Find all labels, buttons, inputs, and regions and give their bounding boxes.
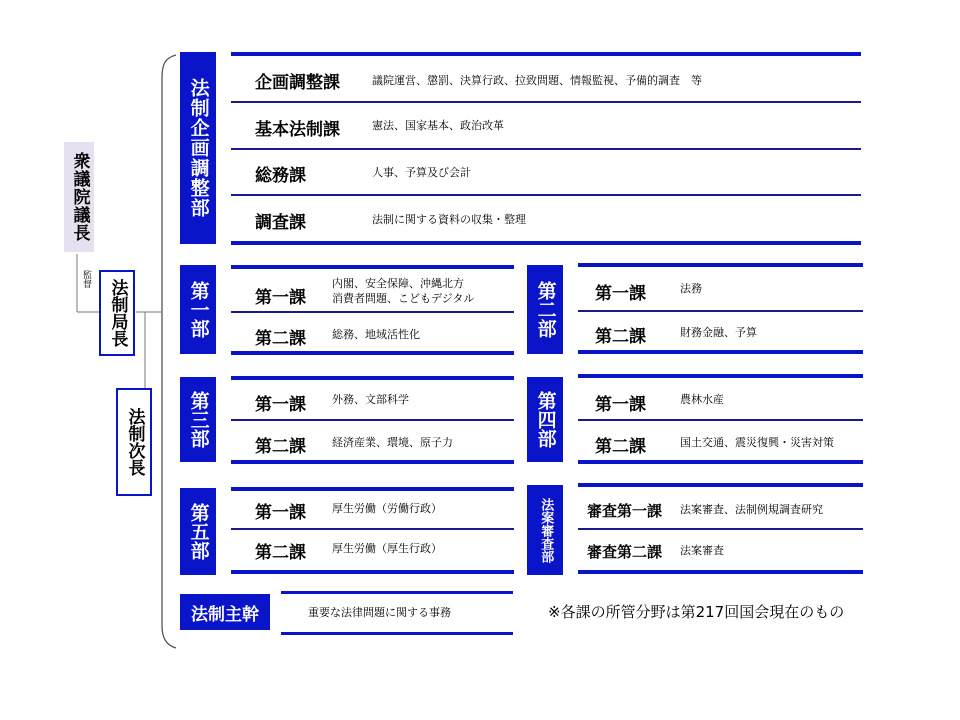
section-name: 第二課	[595, 327, 646, 347]
section-name: 審査第一課	[587, 502, 663, 520]
kikaku-divider	[231, 101, 861, 103]
dept-2-divider	[578, 310, 863, 312]
shinsa-bottom-bar	[578, 570, 863, 574]
dept-3-label: 第三部	[187, 391, 210, 448]
speaker-label: 衆議院議長	[69, 152, 90, 242]
shukan-top-bar	[281, 591, 513, 594]
dept-5	[180, 488, 216, 575]
dept-shinsa	[527, 485, 563, 575]
section-name: 第二課	[255, 543, 306, 563]
section-desc: 厚生労働（労働行政）	[332, 502, 442, 515]
dept-shinsa-label: 法案審査部	[538, 497, 554, 563]
dept-kikaku	[180, 52, 216, 244]
section-desc: 憲法、国家基本、政治改革	[372, 119, 504, 132]
kantoku-label: 監督	[81, 270, 91, 288]
dept-4	[527, 377, 563, 462]
dept-1-bottom-bar	[231, 351, 514, 355]
kikaku-divider	[231, 148, 861, 150]
section-desc: 国土交通、震災復興・災害対策	[680, 436, 834, 449]
section-name: 第一課	[255, 288, 306, 308]
section-name: 第二課	[595, 437, 646, 457]
dept-5-divider	[231, 528, 514, 530]
dept-5-top-bar	[231, 487, 514, 491]
section-desc: 消費者問題、こどもデジタル	[332, 292, 475, 305]
dept-3-top-bar	[231, 376, 514, 380]
dept-2-label: 第二部	[534, 281, 557, 338]
section-name: 第一課	[255, 395, 306, 415]
dept-kikaku-label: 法制企画調整部	[187, 78, 210, 218]
dept-3-bottom-bar	[231, 460, 514, 464]
section-name: 審査第二課	[587, 543, 663, 561]
dept-4-bottom-bar	[578, 460, 863, 464]
dept-4-label: 第四部	[534, 391, 557, 448]
speaker-box	[64, 142, 94, 252]
section-name: 第一課	[255, 503, 306, 523]
section-desc: 外務、文部科学	[332, 393, 409, 406]
kikaku-top-bar	[231, 52, 861, 56]
section-name: 第一課	[595, 284, 646, 304]
section-desc: 法案審査	[680, 544, 724, 557]
dept-2	[527, 265, 563, 354]
dept-2-top-bar	[578, 263, 863, 267]
dept-shukan	[180, 594, 270, 630]
dept-3	[180, 377, 216, 462]
section-desc: 総務、地域活性化	[332, 328, 420, 341]
dept-4-top-bar	[578, 374, 863, 378]
footnote: ※各課の所管分野は第217回国会現在のもの	[548, 603, 845, 621]
section-desc: 農林水産	[680, 393, 724, 406]
dept-1-label: 第一部	[187, 281, 210, 338]
director-label: 法制局長	[107, 279, 128, 347]
section-desc: 人事、予算及び会計	[372, 166, 471, 179]
deputy-label: 法制次長	[124, 408, 145, 476]
shinsa-top-bar	[578, 483, 863, 487]
section-desc: 内閣、安全保障、沖縄北方	[332, 277, 464, 290]
kikaku-bottom-bar	[231, 241, 861, 245]
section-name: 調査課	[255, 213, 306, 233]
dept-4-divider	[578, 419, 863, 421]
kikaku-divider	[231, 194, 861, 196]
section-desc: 財務金融、予算	[680, 326, 757, 339]
dept-1	[180, 265, 216, 354]
section-name: 企画調整課	[255, 73, 340, 93]
dept-5-bottom-bar	[231, 570, 514, 574]
director-box	[99, 270, 135, 356]
shukan-bottom-bar	[281, 632, 513, 635]
section-desc: 法案審査、法制例規調査研究	[680, 503, 823, 516]
dept-5-label: 第五部	[187, 503, 210, 560]
dept-3-divider	[231, 419, 514, 421]
shinsa-divider	[578, 528, 863, 530]
dept-2-bottom-bar	[578, 350, 863, 354]
section-desc: 経済産業、環境、原子力	[332, 436, 453, 449]
section-name: 第二課	[255, 437, 306, 457]
deputy-box	[116, 388, 152, 496]
section-name: 総務課	[255, 166, 306, 186]
shukan-desc: 重要な法律問題に関する事務	[308, 606, 451, 619]
section-desc: 厚生労働（厚生行政）	[332, 542, 442, 555]
dept-1-top-bar	[231, 265, 514, 269]
section-name: 第一課	[595, 395, 646, 415]
section-desc: 議院運営、懲罰、決算行政、拉致問題、情報監視、予備的調査 等	[372, 74, 702, 87]
section-desc: 法務	[680, 282, 702, 295]
section-name: 第二課	[255, 329, 306, 349]
section-name: 基本法制課	[255, 120, 340, 140]
dept-1-divider	[231, 311, 514, 313]
dept-shukan-label: 法制主幹	[191, 604, 259, 625]
section-desc: 法制に関する資料の収集・整理	[372, 213, 526, 226]
